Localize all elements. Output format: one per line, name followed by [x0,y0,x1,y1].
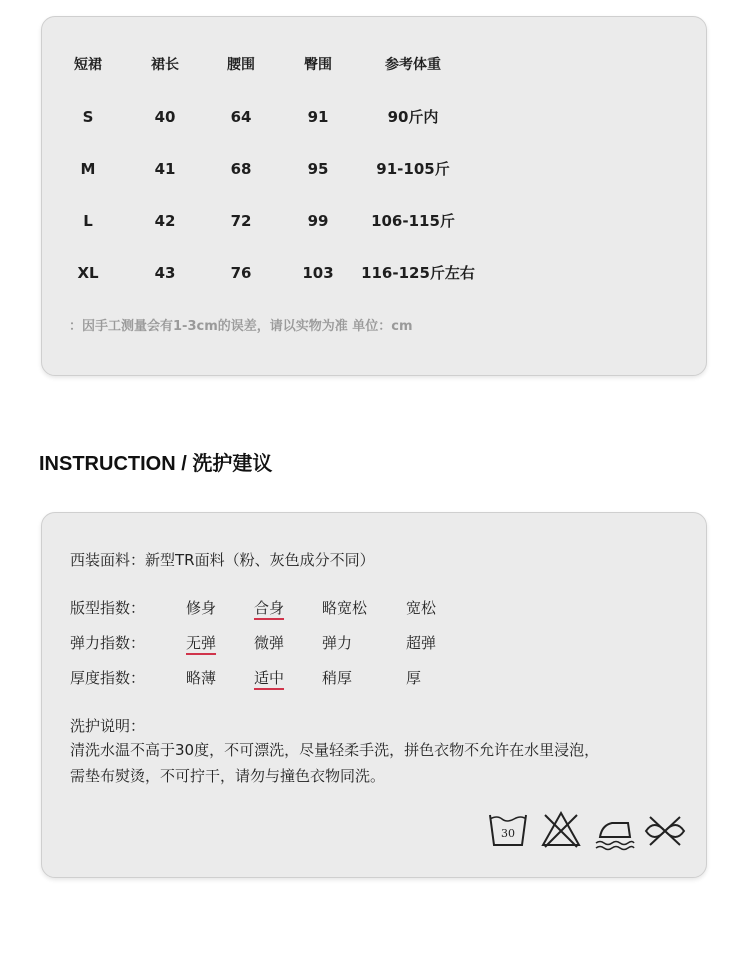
care-line: 清洗水温不高于30度，不可漂洗，尽量轻柔手洗，拼色衣物不允许在水里浸泡， [70,741,600,759]
index-label: 厚度指数： [70,669,146,687]
measurement-note: ：因手工测量会有1-3cm的误差，请以实物为准 单位：cm [69,319,413,334]
index-label: 版型指数： [70,599,146,617]
table-cell: XL [77,264,99,282]
size-chart-header-row [42,53,706,77]
table-cell: 91-105斤 [376,160,450,178]
index-option: 超弹 [406,634,437,652]
index-option-selected: 合身 [254,599,285,617]
index-option: 宽松 [406,599,437,617]
header-cell: 腰围 [227,57,255,73]
table-cell: 91 [307,108,329,126]
no-bleach-icon [540,809,582,851]
header-cell: 臀围 [304,57,332,73]
size-chart-row [42,157,706,181]
table-cell: 42 [154,212,176,230]
index-option-selected: 无弹 [186,634,217,652]
fit-index-row [70,596,670,620]
care-icons [488,809,688,853]
thickness-index-row [70,666,670,690]
index-label: 弹力指数： [70,634,146,652]
index-option-selected: 适中 [254,669,285,687]
care-line: 需垫布熨烫，不可拧干，请勿与撞色衣物同洗。 [70,767,386,785]
table-cell: 64 [230,108,252,126]
fabric-info: 西装面料：新型TR面料（粉、灰色成分不同） [70,551,375,569]
size-chart-row [42,209,706,233]
header-cell: 裙长 [151,57,179,73]
section-title: INSTRUCTION / 洗护建议 [39,453,273,475]
table-cell: 76 [230,264,252,282]
header-cell: 参考体重 [385,57,441,73]
no-wring-icon [642,809,688,851]
table-cell: 106-115斤 [371,212,455,230]
index-option: 稍厚 [322,669,353,687]
wash-temperature-label: 30 [501,827,515,840]
table-cell: 72 [230,212,252,230]
table-cell: M [80,160,96,178]
table-cell: 40 [154,108,176,126]
table-cell: 41 [154,160,176,178]
care-title: 洗护说明： [70,717,146,735]
index-option: 略宽松 [322,599,368,617]
index-option: 略薄 [186,669,217,687]
size-chart-row [42,105,706,129]
size-chart-card [41,16,707,376]
table-cell: 103 [302,264,334,282]
elasticity-index-row [70,631,670,655]
index-option: 微弹 [254,634,285,652]
index-option: 厚 [406,669,422,687]
care-instructions-card [41,512,707,878]
size-chart-row [42,261,706,285]
table-cell: 116-125斤左右 [361,264,475,282]
table-cell: 43 [154,264,176,282]
wash-30-icon [488,809,528,851]
table-cell: 99 [307,212,329,230]
table-cell: L [83,212,93,230]
table-cell: 95 [307,160,329,178]
index-option: 修身 [186,599,217,617]
iron-icon [592,809,636,851]
table-cell: 68 [230,160,252,178]
table-cell: S [82,108,94,126]
index-option: 弹力 [322,634,353,652]
header-cell: 短裙 [74,57,102,73]
table-cell: 90斤内 [387,108,439,126]
